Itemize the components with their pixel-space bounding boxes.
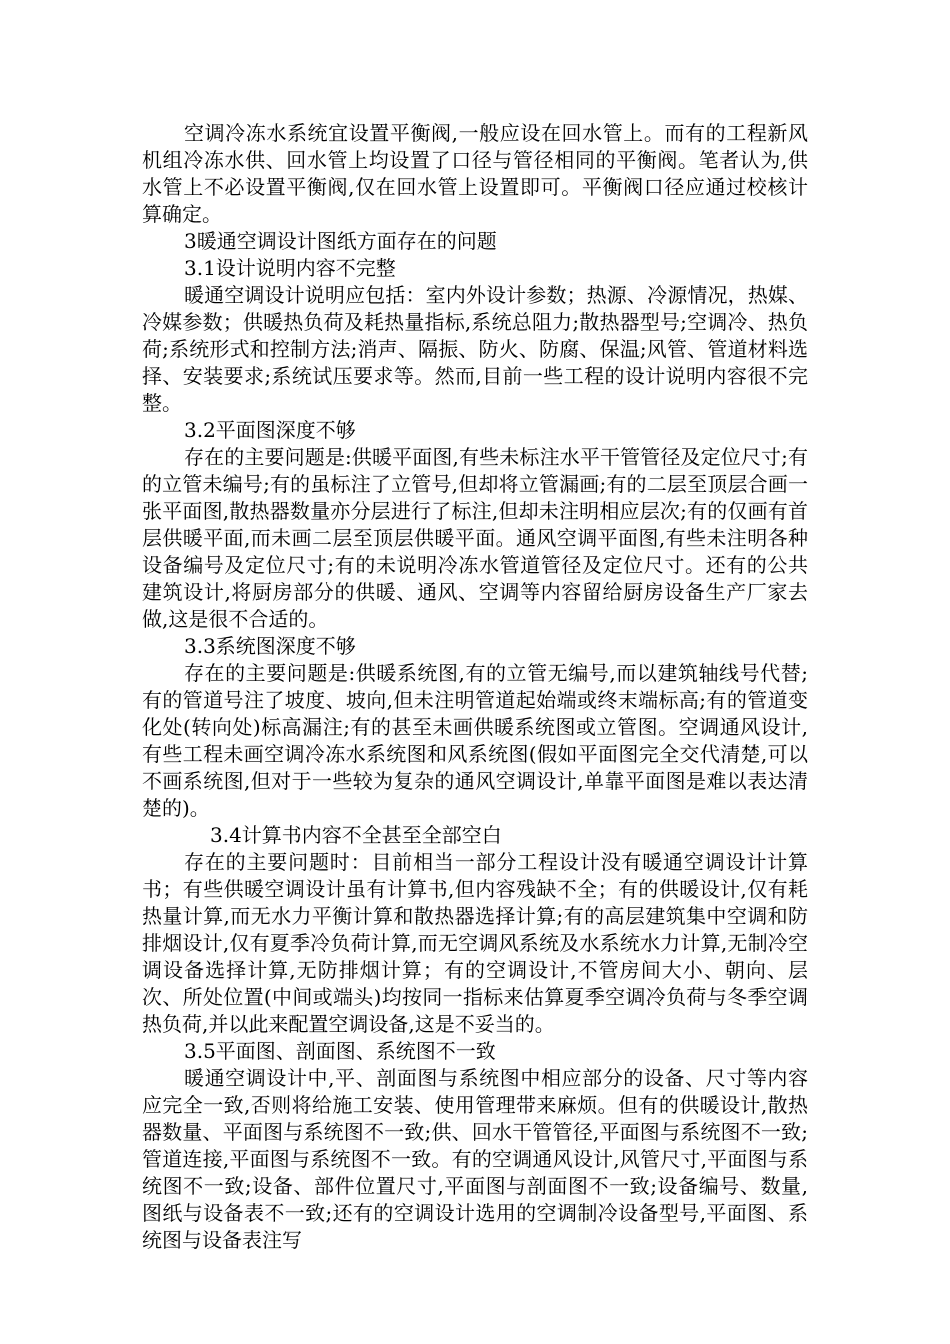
paragraph-plan-depth: 存在的主要问题是:供暖平面图,有些未标注水平干管管径及定位尺寸;有的立管未编号;有的虽标注了立管号,但却将立管漏画;有的二层至顶层合画一张平面图,散热器数量亦分层进行了标注,但却未注明相应层次;有的仅画有首层供暖平面,而未画二层至顶层供暖平面。通风空调平面图,有些未注明各种设备编号及定位尺寸;有的未说明冷冻水管道管径及定位尺寸。还有的公共建筑设计,将厨房部分的供暖、通风、空调等内容留给厨房设备生产厂家去做,这是很不合适的。 bbox=[142, 445, 808, 631]
subsection-heading-3-2: 3.2平面图深度不够 bbox=[184, 418, 356, 442]
subsection-heading-3-1: 3.1设计说明内容不完整 bbox=[184, 256, 396, 280]
subsection-heading-3-5: 3.5平面图、剖面图、系统图不一致 bbox=[184, 1039, 496, 1063]
paragraph-inconsistency: 暖通空调设计中,平、剖面图与系统图中相应部分的设备、尺寸等内容应完全一致,否则将给施工安装、使用管理带来麻烦。但有的供暖设计,散热器数量、平面图与系统图不一致;供、回水干管管径,平面图与系统图不一致;管道连接,平面图与系统图不一致。有的空调通风设计,风管尺寸,平面图与系统图不一致;设备、部件位置尺寸,平面图与剖面图不一致;设备编号、数量,图纸与设备表不一致;还有的空调设计选用的空调制冷设备型号,平面图、系统图与设备表注写 bbox=[142, 1066, 808, 1252]
paragraph-system-diagram: 存在的主要问题是:供暖系统图,有的立管无编号,而以建筑轴线号代替;有的管道号注了坡度、坡向,但未注明管道起始端或终末端标高;有的管道变化处(转向处)标高漏注;有的甚至未画供暖系统图或立管图。空调通风设计,有些工程未画空调冷冻水系统图和风系统图(假如平面图完全交代清楚,可以不画系统图,但对于一些较为复杂的通风空调设计,单靠平面图是难以表达清楚的)。 bbox=[142, 661, 808, 820]
subsection-heading-3-4: 3.4计算书内容不全甚至全部空白 bbox=[210, 823, 502, 847]
paragraph-design-notes: 暖通空调设计说明应包括：室内外设计参数；热源、冷源情况，热媒、冷媒参数；供暖热负荷及耗热量指标,系统总阻力;散热器型号;空调冷、热负荷;系统形式和控制方法;消声、隔振、防火、防腐、保温;风管、管道材料选择、安装要求;系统试压要求等。然而,目前一些工程的设计说明内容很不完整。 bbox=[142, 283, 808, 415]
document-body bbox=[142, 120, 808, 1254]
section-heading-3: 3暖通空调设计图纸方面存在的问题 bbox=[184, 229, 497, 253]
paragraph-balance-valve: 空调冷冻水系统宜设置平衡阀,一般应设在回水管上。而有的工程新风机组冷冻水供、回水管上均设置了口径与管径相同的平衡阀。笔者认为,供水管上不必设置平衡阀,仅在回水管上设置即可。平衡阀口径应通过校核计算确定。 bbox=[142, 121, 808, 226]
paragraph-calculation-book: 存在的主要问题时：目前相当一部分工程设计没有暖通空调设计计算书；有些供暖空调设计虽有计算书,但内容残缺不全；有的供暖设计,仅有耗热量计算,而无水力平衡计算和散热器选择计算;有的高层建筑集中空调和防排烟设计,仅有夏季冷负荷计算,而无空调风系统及水系统水力计算,无制冷空调设备选择计算,无防排烟计算；有的空调设计,不管房间大小、朝向、层次、所处位置(中间或端头)均按同一指标来估算夏季空调冷负荷与冬季空调热负荷,并以此来配置空调设备,这是不妥当的。 bbox=[142, 850, 808, 1036]
subsection-heading-3-3: 3.3系统图深度不够 bbox=[184, 634, 356, 658]
